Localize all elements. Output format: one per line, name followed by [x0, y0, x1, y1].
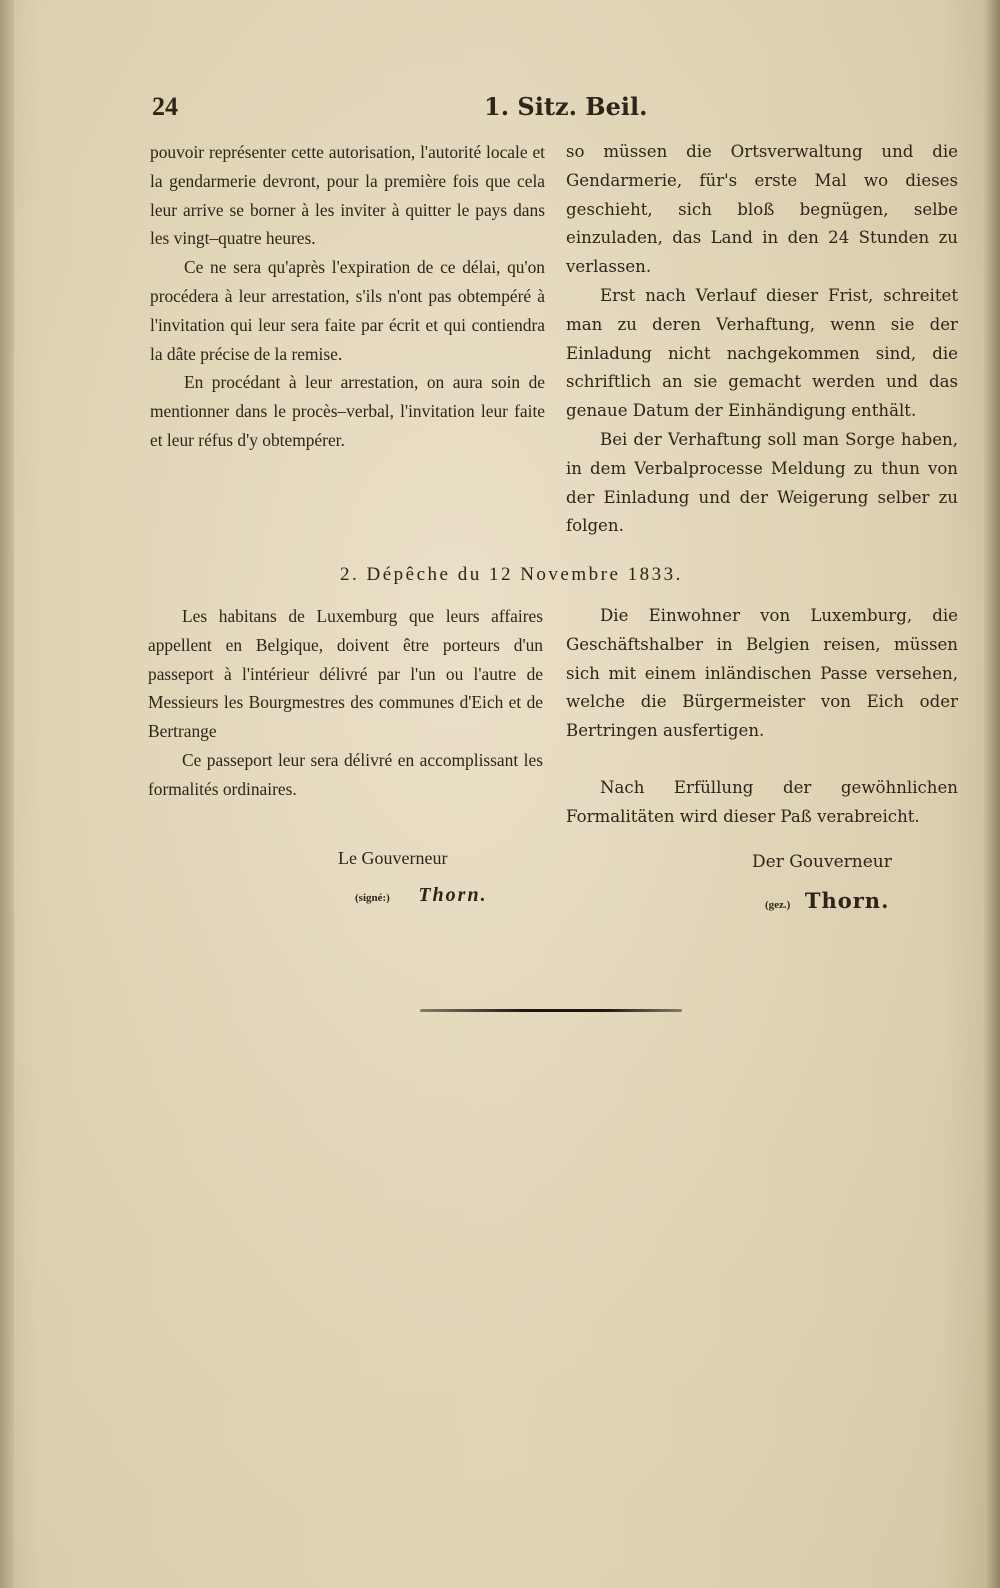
signature-title-french: Le Gouverneur	[338, 848, 448, 868]
paragraph: Nach Erfüllung der gewöhnlichen Formalitäten wird dieser Paß verabreicht.	[566, 777, 958, 826]
paragraph: Les habitans de Luxemburg que leurs affaires appellent en Belgique, doivent être porteurs d'un passeport à l'intérieur délivré par l'un ou l'autre de Messieurs les Bourgmestres des communes d'Eich et de Bertrange	[148, 606, 543, 742]
signature-name: Thorn.	[418, 884, 488, 906]
page-edge-right	[984, 0, 1000, 1588]
paragraph: pouvoir représenter cette autorisation, l'autorité locale et la gendarmerie devront, pour la première fois que cela leur arrive se borner à les inviter à quitter le pays dans les vingt–quatre heures.	[150, 142, 545, 249]
page-number: 24	[152, 92, 178, 121]
signature-name: Thorn.	[804, 888, 890, 913]
paragraph: Bei der Verhaftung soll man Sorge haben, in dem Verbalprocesse Meldung zu thun von der Einladung und der Weigerung selber zu folgen.	[566, 429, 958, 536]
section2-french-column	[148, 602, 543, 804]
paragraph: Ce ne sera qu'après l'expiration de ce délai, qu'on procédera à leur arrestation, s'ils n'ont pas obtempéré à l'invitation qui leur sera faite par écrit et qui contiendra la dâte précise de la remise.	[150, 257, 545, 364]
signature-prefix: (signé:)	[355, 892, 390, 904]
section1-german-column	[566, 138, 958, 541]
section2-german-column	[566, 602, 958, 832]
paragraph: Ce passeport leur sera délivré en accomplissant les formalités ordinaires.	[148, 749, 543, 799]
closing-rule-divider	[420, 1009, 682, 1012]
running-head: 1. Sitz. Beil.	[484, 92, 648, 121]
signature-prefix: (gez.)	[765, 899, 791, 911]
section1-french-column	[150, 138, 545, 455]
signature-line-french	[355, 884, 488, 907]
signature-title-german: Der Gouverneur	[752, 852, 892, 872]
page-edge-left	[0, 0, 14, 1588]
section-heading: 2. Dépêche du 12 Novembre 1833.	[340, 564, 683, 585]
paragraph: so müssen die Ortsverwaltung und die Gendarmerie, für's erste Mal wo dieses geschieht, sich bloß begnügen, selbe einzuladen, das Land in den 24 Stunden zu verlassen.	[566, 142, 958, 277]
paragraph: En procédant à leur arrestation, on aura soin de mentionner dans le procès–verbal, l'invitation leur faite et leur réfus d'y obtempérer.	[150, 372, 545, 450]
signature-line-german	[765, 888, 889, 913]
paragraph: Die Einwohner von Luxemburg, die Geschäftshalber in Belgien reisen, müssen sich mit einem inländischen Passe versehen, welche die Bürgermeister von Eich oder Bertringen ausfertigen.	[566, 606, 958, 741]
paragraph: Erst nach Verlauf dieser Frist, schreitet man zu deren Verhaftung, wenn sie der Einladung nicht nachgekommen sind, die schriftlich an sie gemacht werden und das genaue Datum der Einhändigung enthält.	[566, 285, 958, 421]
